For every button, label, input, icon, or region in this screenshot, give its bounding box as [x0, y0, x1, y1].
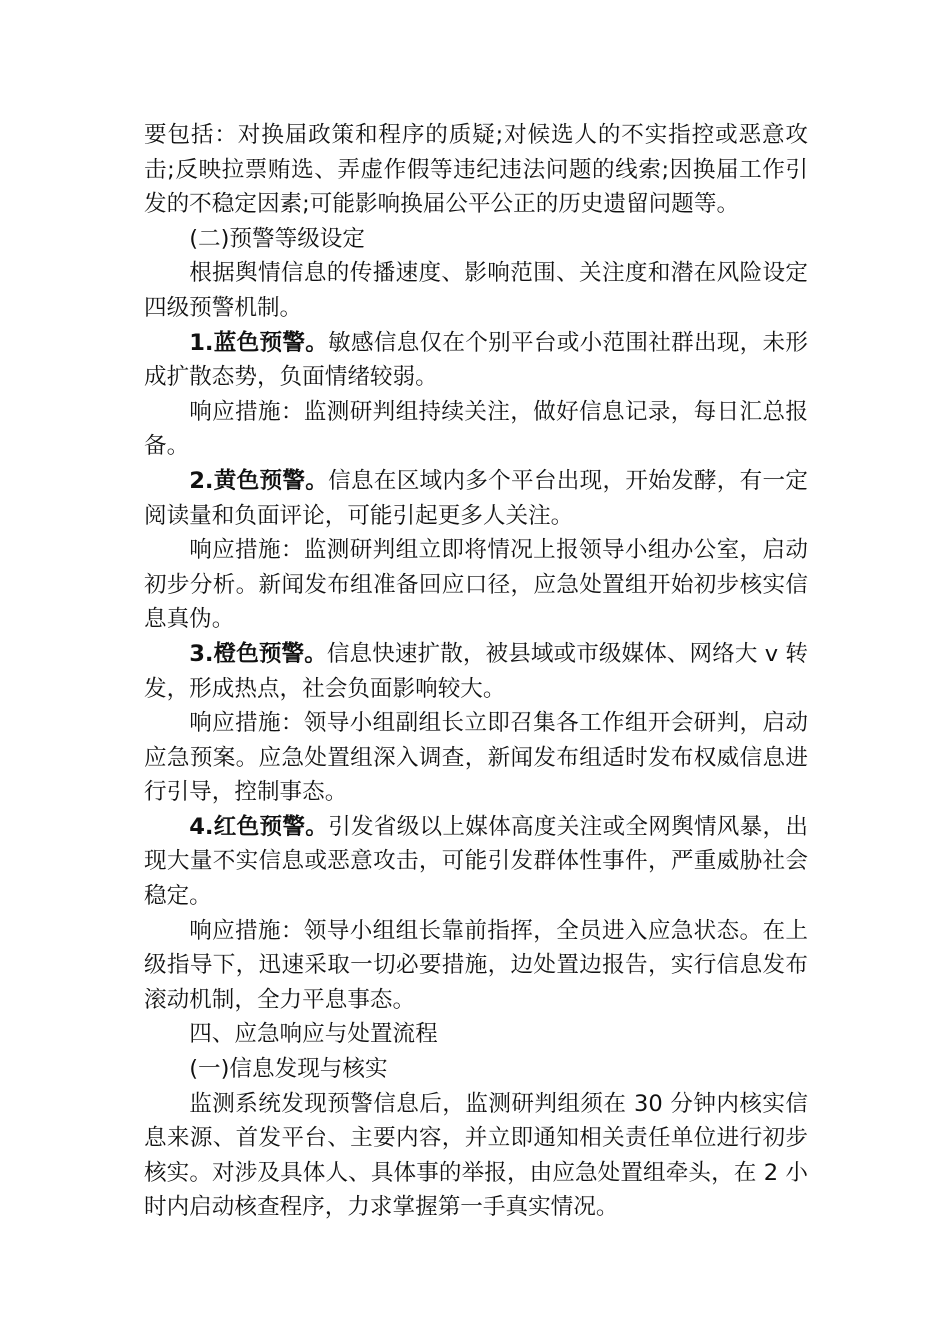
- paragraph-text: 要包括：对换届政策和程序的质疑;对候选人的不实指控或恶意攻击;反映拉票贿选、弄虚作假等违纪违法问题的线索;因换届工作引发的不稳定因素;可能影响换届公平公正的历史遗留问题等。: [144, 122, 808, 218]
- paragraph-text: 响应措施：监测研判组持续关注，做好信息记录，每日汇总报备。: [144, 398, 808, 460]
- paragraph-blue-warning: [144, 326, 808, 395]
- section-heading-emergency-response: [144, 1017, 808, 1052]
- paragraph-text: 响应措施：监测研判组立即将情况上报领导小组办公室，启动初步分析。新闻发布组准备回应口径，应急处置组开始初步核实信息真伪。: [144, 537, 808, 633]
- heading-text: (一)信息发现与核实: [189, 1056, 388, 1083]
- paragraph-text: 信息快速扩散，被县域或市级媒体、网络大 v 转发，形成热点，社会负面影响较大。: [144, 640, 808, 702]
- red-warning-title: 4.红色预警。: [189, 813, 329, 840]
- paragraph-text: 信息在区域内多个平台出现，开始发酵，有一定阅读量和负面评论，可能引起更多人关注。: [144, 467, 808, 529]
- paragraph-red-response: [144, 914, 808, 1018]
- paragraph-orange-response: [144, 706, 808, 810]
- orange-warning-title: 3.橙色预警。: [189, 640, 327, 667]
- paragraph-text: 监测系统发现预警信息后，监测研判组须在 30 分钟内核实信息来源、首发平台、主要内容，并立即通知相关责任单位进行初步核实。对涉及具体人、具体事的举报，由应急处置组牵头，在 2 小时内启动核查程序，力求掌握第一手真实情况。: [144, 1090, 808, 1221]
- paragraph-text: 引发省级以上媒体高度关注或全网舆情风暴，出现大量不实信息或恶意攻击，可能引发群体性事件，严重威胁社会稳定。: [144, 813, 808, 910]
- subsection-heading-info-discovery: [144, 1052, 808, 1087]
- paragraph-yellow-warning: [144, 464, 808, 533]
- paragraph-yellow-response: [144, 533, 808, 637]
- paragraph-text: 敏感信息仅在个别平台或小范围社群出现，未形成扩散态势，负面情绪较弱。: [144, 329, 808, 391]
- paragraph-text: 根据舆情信息的传播速度、影响范围、关注度和潜在风险设定四级预警机制。: [144, 260, 808, 321]
- paragraph-info-discovery: [144, 1087, 808, 1225]
- paragraph-warning-intro: [144, 256, 808, 325]
- document-page: [144, 118, 808, 1225]
- blue-warning-title: 1.蓝色预警。: [189, 329, 329, 356]
- heading-text: (二)预警等级设定: [189, 225, 365, 252]
- paragraph-continuation: [144, 118, 808, 222]
- paragraph-blue-response: [144, 395, 808, 464]
- yellow-warning-title: 2.黄色预警。: [189, 467, 329, 494]
- heading-text: 四、应急响应与处置流程: [189, 1021, 438, 1048]
- paragraph-red-warning: [144, 810, 808, 914]
- paragraph-text: 响应措施：领导小组副组长立即召集各工作组开会研判，启动应急预案。应急处置组深入调查，新闻发布组适时发布权威信息进行引导，控制事态。: [144, 710, 808, 806]
- paragraph-text: 响应措施：领导小组组长靠前指挥，全员进入应急状态。在上级指导下，迅速采取一切必要措施，边处置边报告，实行信息发布滚动机制，全力平息事态。: [144, 917, 808, 1013]
- section-heading-warning-levels: [144, 222, 808, 257]
- paragraph-orange-warning: [144, 637, 808, 706]
